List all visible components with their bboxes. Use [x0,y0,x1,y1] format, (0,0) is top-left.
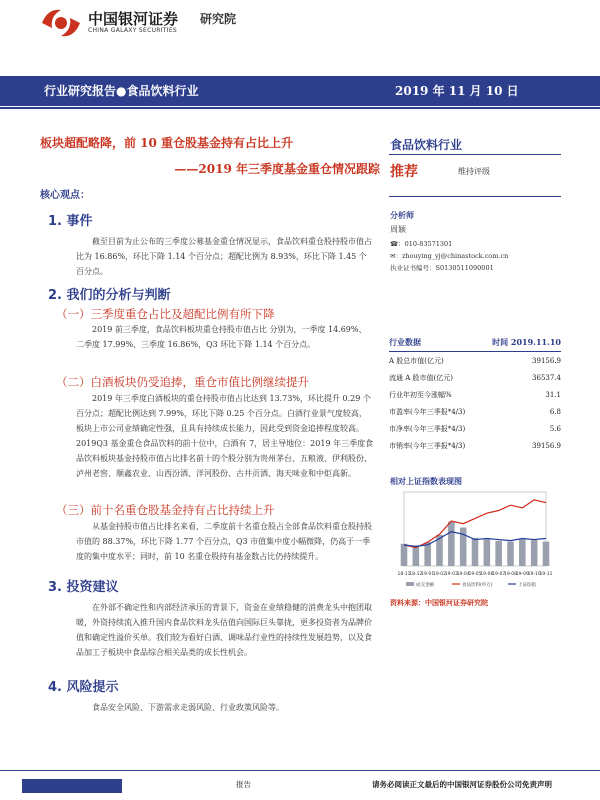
legend-label: 成交金额 [416,583,434,588]
right-divider [389,154,561,155]
table-cell: 市净率(今年三季报*4/3) [389,424,466,433]
report-category: 行业研究报告●食品饮料行业 [44,84,199,98]
x-tick-label: 19-11 [539,572,553,577]
section-2-2-paragraph: 2019 年三季度白酒板块的重仓持股市值占比达到 13.73%，环比提升 0.29 个百分点；超配比例达到 7.99%，环比下降 0.25 个百分点。白酒行业景气度较高，板块上市公司业绩确定性强，且具有持续成长能力，因此受到资金追捧程度较高。2019Q3 基金重仓食品饮料的前十位中，白酒有 7，居主导地位：2019 年三季度食品饮料板块基金持股市值占比排名前十的个股分别为贵州茅台、五粮液、伊利股份、泸州老窖、顺鑫农业、山西汾酒、洋河股份、古井贡酒、海天味业和中炬高新。 [76,394,374,478]
section-2-3-heading: （三）前十名重仓股基金持有占比持续上升 [56,503,275,517]
analyst-phone: ☎：010-83571301 [390,240,453,248]
volume-bar [401,544,408,566]
table-cell: 市销率(今年三季报*4/3) [389,441,466,450]
section-2-1-paragraph: 2019 前三季度，食品饮料板块重仓持股市值占比 分别为，一季度 14.69%、二季度 17.99%、三季度 16.86%，Q3 环比下降 1.14 个百分点。 [76,325,367,349]
table-cell: 市盈率(今年三季报*4/3) [389,407,466,416]
volume-bar [413,545,420,566]
brand-english: CHINA GALAXY SECURITIES [88,27,178,34]
volume-bar [424,542,431,566]
x-tick-label: 19-06 [480,572,494,577]
table-row [389,437,561,454]
x-tick-label: 19-02 [432,572,447,577]
table-row [389,352,561,370]
x-tick-label: 19-05 [468,572,482,577]
table-cell: 流通 A 股市值(亿元) [389,373,453,382]
table-cell: 39156.9 [532,356,561,365]
rating: 推荐 [390,164,418,180]
table-header-cell: 行业数据 [389,334,479,352]
table-cell: 36537.4 [532,373,561,382]
right-divider [389,196,561,197]
section-3-title: 3. 投资建议 [48,580,119,595]
table-cell: 31.1 [545,390,561,399]
section-4-title: 4. 风险提示 [48,680,119,695]
table-cell: 6.8 [549,407,561,416]
table-cell: A 股总市值(亿元) [389,356,444,365]
volume-bar [472,538,479,566]
volume-bar [519,539,526,566]
volume-bar [495,541,502,566]
x-tick-label: 19-03 [444,572,458,577]
footer-divider [0,770,600,771]
footer-middle-text: 报告 [236,780,251,789]
x-tick-label: 18-11 [397,572,411,577]
legend-swatch [406,582,414,586]
report-date: 2019 年 11 月 10 日 [395,84,519,98]
industry-data-table [389,334,561,454]
table-cell: 39156.9 [532,441,561,450]
brand-name: 中国银河证券 [88,10,179,28]
performance-chart [388,488,562,592]
table-cell: 5.6 [549,424,561,433]
analyst-license: 执业证书编号：S0130511090001 [390,264,494,272]
section-1-title: 1. 事件 [48,214,93,229]
analyst-label: 分析师 [390,210,414,220]
table-header-row [389,334,561,352]
table-cell: 行业年初至今涨幅% [389,390,452,399]
volume-bar [484,539,491,566]
volume-bar [531,540,538,566]
section-3-paragraph: 在外部不确定性和内部经济承压的背景下，资金在业绩稳健的消费龙头中抱团取暖，外资持续流入推升国内食品饮料龙头估值向国际巨头靠拢，更多投资者为品牌价值和确定性溢价买单。我们较为看好白酒、调味品行业性的持续性发展趋势，以及食品加工子板块中食品综合相关品类的成长性机会。 [76,603,372,657]
section-4-paragraph: 食品安全风险、下游需求走弱风险、行业政策风险等。 [92,703,284,712]
header-divider [0,107,600,109]
section-2-title: 2. 我们的分析与判断 [48,288,171,303]
x-tick-label: 18-12 [409,572,423,577]
section-2-2-heading: （二）白酒板块仍受追捧，重仓市值比例继续提升 [56,375,309,389]
x-tick-label: 19-08 [503,572,518,577]
footer-badge [22,779,122,793]
table-row [389,403,561,420]
section-2-1-heading: （一）三季度重仓占比及超配比例有所下降 [56,307,275,321]
x-tick-label: 19-10 [527,572,541,577]
footer-disclaimer: 请务必阅读正文最后的中国银河证券股份公司免责声明 [372,780,552,789]
table-row [389,386,561,403]
x-tick-label: 19-01 [421,572,435,577]
legend-label: 食品饮料(申万) [462,583,493,588]
table-header-cell: 时间 2019.11.10 [479,334,561,352]
table-row [389,369,561,386]
volume-bar [448,522,455,566]
report-title: 板块超配略降，前 10 重仓股基金持有占比上升 [40,136,294,150]
analyst-name: 周颖 [390,225,406,234]
chart-source: 资料来源：中国银河证券研究院 [390,598,488,607]
summary-label: 核心观点： [40,190,90,201]
analyst-email: ✉：zhouying_yj@chinastock.com.cn [390,252,509,260]
x-tick-label: 19-04 [456,572,470,577]
section-2-3-paragraph: 从基金持股市值占比排名来看，二季度前十名重仓股占全部食品饮料重仓股持股市值的 88.37%，环比下降 1.77 个百分点，Q3 市值集中度小幅微降，仍高于一季度的集中度水平；同时，前 10 名重仓股持有基金数占比仍持续提升。 [76,522,372,561]
chart-title: 相对上证指数表现图 [390,476,462,486]
rating-note: 维持评级 [458,167,490,176]
industry-label: 食品饮料行业 [390,138,463,152]
volume-bar [507,542,514,566]
report-subtitle: ——2019 年三季度基金重仓情况跟踪 [174,162,380,176]
logo-icon [38,6,84,40]
legend-label: 上证综指 [518,583,536,588]
section-1-paragraph: 截至目前为止公布的三季度公募基金重仓情况显示，食品饮料重仓股持股市值占比为 16.86%，环比下降 1.14 个百分点；超配比例为 8.93%，环比下降 1.45 个百分点。 [76,237,372,276]
x-tick-label: 19-07 [492,572,506,577]
x-tick-label: 19-09 [515,572,529,577]
brand-subtitle: 研究院 [200,12,237,26]
table-row [389,420,561,437]
volume-bar [543,542,550,566]
